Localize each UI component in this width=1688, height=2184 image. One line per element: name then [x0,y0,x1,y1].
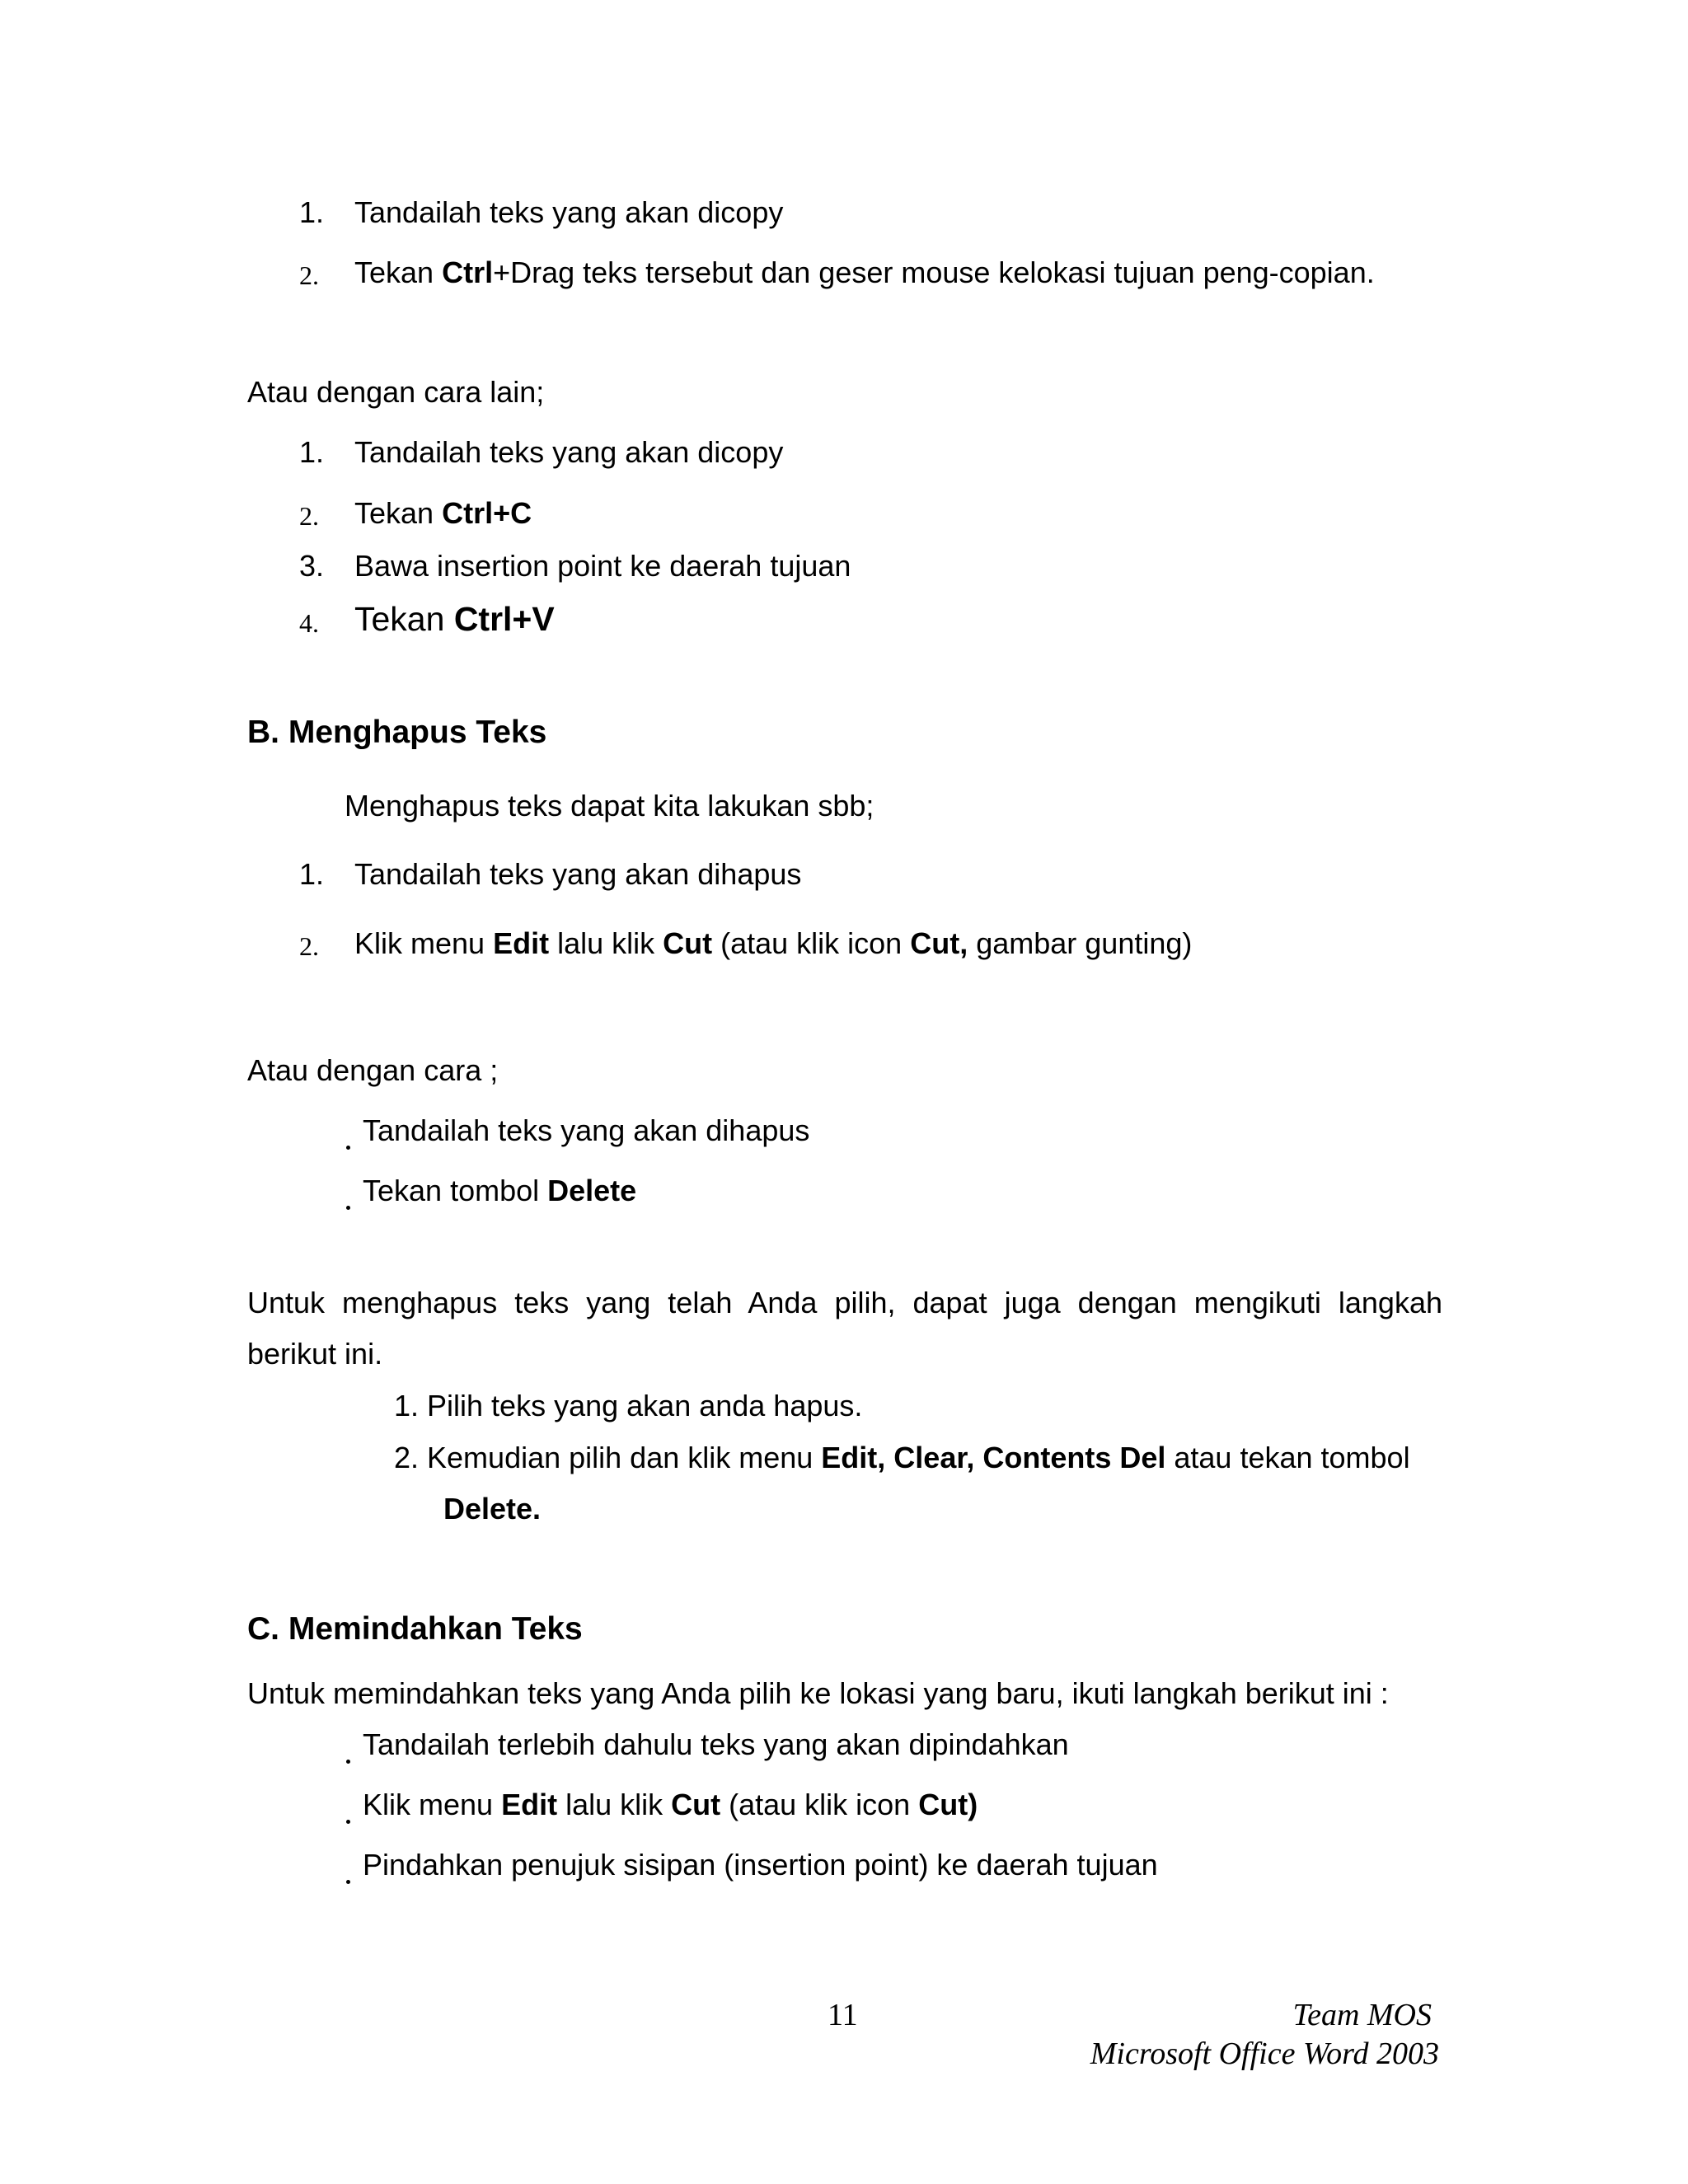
list-item-text: Klik menu Edit lalu klik Cut (atau klik icon Cut) [363,1788,978,1821]
list-item-text: Tandailah terlebih dahulu teks yang akan dipindahkan [363,1727,1069,1761]
section-heading: B. Menghapus Teks [247,715,547,750]
paragraph-line: Untuk menghapus teks yang telah Anda pilih, dapat juga dengan mengikuti langkah [247,1286,1442,1319]
paragraph-intro: Atau dengan cara ; [247,1053,499,1087]
page-number: 11 [828,1998,858,2032]
list-number: 2. [299,260,319,290]
list-number: 1. [299,435,325,469]
section-intro: Menghapus teks dapat kita lakukan sbb; [345,789,874,823]
paragraph-line: berikut ini. [247,1337,383,1371]
footer-product: Microsoft Office Word 2003 [1090,2036,1439,2071]
list-item-text: Tekan Ctrl+V [354,600,555,638]
step-text: 2. Kemudian pilih dan klik menu Edit, Clear, Contents Del atau tekan tombol [394,1441,1410,1474]
bullet-icon [346,1760,350,1764]
list-item-text: Tandailah teks yang akan dihapus [354,857,802,891]
list-item-text: Klik menu Edit lalu klik Cut (atau klik icon Cut, gambar gunting) [354,926,1193,960]
list-item-text: Pindahkan penujuk sisipan (insertion point) ke daerah tujuan [363,1848,1158,1882]
section-heading: C. Memindahkan Teks [247,1611,583,1647]
list-number: 1. [299,195,325,229]
list-number: 4. [299,608,319,638]
list-item-text: Tekan Ctrl+Drag teks tersebut dan geser mouse kelokasi tujuan peng-copian. [354,255,1375,289]
list-number: 2. [299,931,319,961]
bullet-icon [346,1146,350,1150]
step-text: 1. Pilih teks yang akan anda hapus. [394,1389,863,1422]
list-item-text: Bawa insertion point ke daerah tujuan [354,549,851,583]
list-item-text: Tandailah teks yang akan dicopy [354,195,784,229]
footer-team: Team MOS [1292,1998,1432,2032]
bullet-icon [346,1206,350,1210]
list-item-text: Tandailah teks yang akan dihapus [363,1113,810,1147]
list-item-text: Tekan tombol Delete [363,1174,637,1207]
section-intro: Untuk memindahkan teks yang Anda pilih ke lokasi yang baru, ikuti langkah berikut ini : [247,1676,1389,1710]
bullet-icon [346,1880,350,1884]
list-item-text: Tekan Ctrl+C [354,496,532,530]
list-number: 1. [299,857,325,891]
list-number: 3. [299,549,325,583]
step-continuation: Delete. [443,1492,542,1526]
list-item-text: Tandailah teks yang akan dicopy [354,435,784,469]
bullet-icon [346,1820,350,1824]
paragraph-intro: Atau dengan cara lain; [247,375,545,409]
list-number: 2. [299,501,319,531]
